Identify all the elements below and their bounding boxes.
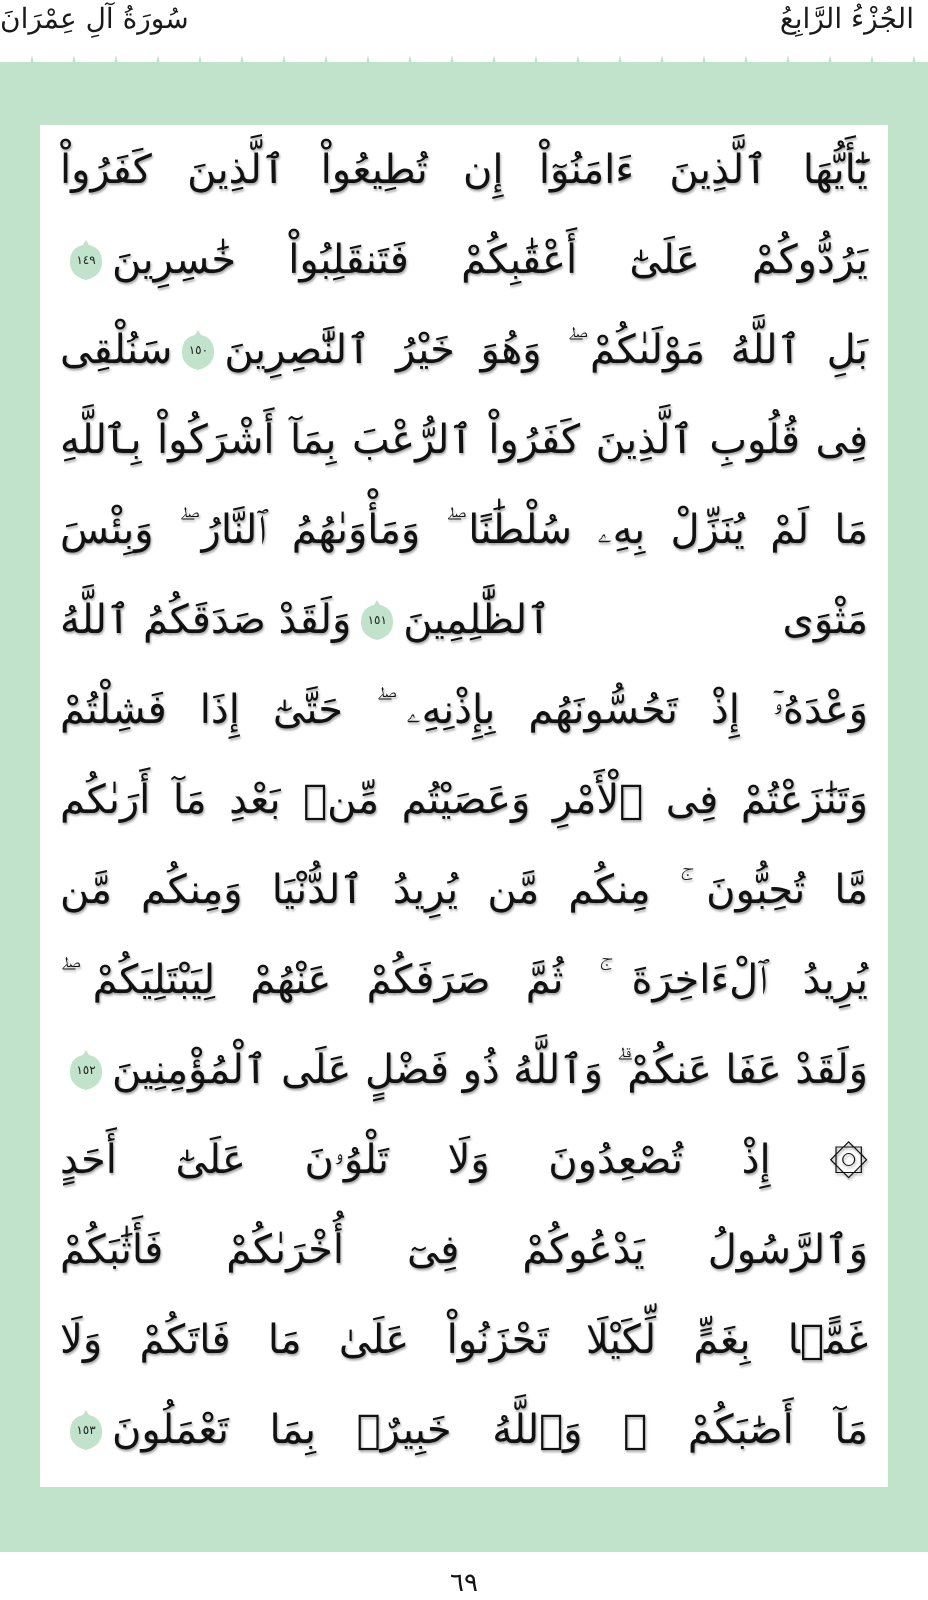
ayah-number-marker: ١٥١ xyxy=(359,598,395,642)
page-header xyxy=(0,0,928,60)
ayah-number-marker: ١٥٠ xyxy=(180,328,216,372)
line-text: يَرُدُّوكُمْ عَلَىٰٓ أَعْقَٰبِكُمْ فَتَنقَلِبُواْ خَٰسِرِينَ xyxy=(112,237,868,283)
line-text: وَٱلرَّسُولُ يَدْعُوكُمْ فِىٓ أُخْرَىٰكُمْ فَأَثَٰبَكُمْ xyxy=(60,1227,868,1273)
line-text: يَٰٓأَيُّهَا ٱلَّذِينَ ءَامَنُوٓاْ إِن تُطِيعُواْ ٱلَّذِينَ كَفَرُواْ xyxy=(60,147,868,193)
ayah-number-marker: ١٥٣ xyxy=(68,1408,104,1452)
verse-line-5 xyxy=(60,485,868,575)
page-number: ٦٩ xyxy=(450,1568,478,1598)
verse-line-12 xyxy=(60,1115,868,1205)
line-text: بَلِ ٱللَّهُ مَوْلَىٰكُمْ ۖ وَهُوَ خَيْرُ ٱلنَّٰصِرِينَ xyxy=(224,327,868,373)
verse-line-7 xyxy=(60,665,868,755)
verse-line-4 xyxy=(60,395,868,485)
line-text: وَعْدَهُۥٓ إِذْ تَحُسُّونَهُم بِإِذْنِهِۦ ۖ حَتَّىٰٓ إِذَا فَشِلْتُمْ xyxy=(60,687,868,733)
verse-line-14 xyxy=(60,1295,868,1385)
ayah-number-marker: ١٥٢ xyxy=(68,1048,104,1092)
scallop-border-top xyxy=(0,55,928,77)
line-text: يُرِيدُ ٱلْءَاخِرَةَ ۚ ثُمَّ صَرَفَكُمْ عَنْهُمْ لِيَبْتَلِيَكُمْ ۖ xyxy=(60,957,868,1003)
verse-line-11 xyxy=(60,1025,868,1115)
verse-line-3 xyxy=(60,305,868,395)
line-text: فِى قُلُوبِ ٱلَّذِينَ كَفَرُواْ ٱلرُّعْبَ بِمَآ أَشْرَكُواْ بِٱللَّهِ xyxy=(60,417,868,463)
verse-line-13 xyxy=(60,1205,868,1295)
text-panel xyxy=(40,125,888,1487)
line-text: مَآ أَصَٰبَكُمْ ۗ وَٱللَّهُ خَبِيرٌۢ بِمَا تَعْمَلُونَ xyxy=(112,1407,868,1453)
line-text-after: وَلَقَدْ صَدَقَكُمُ ٱللَّهُ xyxy=(60,597,352,643)
verse-line-6 xyxy=(60,575,868,665)
line-text: غَمًّۢا بِغَمٍّ لِّكَيْلَا تَحْزَنُواْ عَلَىٰ مَا فَاتَكُمْ وَلَا xyxy=(60,1317,868,1363)
line-text: وَتَنَٰزَعْتُمْ فِى ٱلْأَمْرِ وَعَصَيْتُم مِّنۢ بَعْدِ مَآ أَرَىٰكُم xyxy=(60,777,868,823)
verse-line-9 xyxy=(60,845,868,935)
line-text-after: سَنُلْقِى xyxy=(60,327,173,373)
line-text: ۞ إِذْ تُصْعِدُونَ وَلَا تَلْوُۥنَ عَلَىٰٓ أَحَدٍ xyxy=(60,1137,868,1183)
verse-line-2 xyxy=(60,215,868,305)
line-text: وَلَقَدْ عَفَا عَنكُمْ ۗ وَٱللَّهُ ذُو فَضْلٍ عَلَى ٱلْمُؤْمِنِينَ xyxy=(112,1047,868,1093)
verse-line-15 xyxy=(60,1385,868,1475)
verse-lines xyxy=(40,125,888,1487)
juz-title: الجُزْءُ الرَّابِعُ xyxy=(779,2,914,35)
verse-line-10 xyxy=(60,935,868,1025)
line-text: مَا لَمْ يُنَزِّلْ بِهِۦ سُلْطَٰنًا ۖ وَمَأْوَىٰهُمُ ٱلنَّارُ ۖ وَبِئْسَ xyxy=(60,507,868,553)
ayah-number-marker: ١٤٩ xyxy=(68,238,104,282)
line-text: مَّا تُحِبُّونَ ۚ مِنكُم مَّن يُرِيدُ ٱلدُّنْيَا وَمِنكُم مَّن xyxy=(60,867,868,913)
verse-line-8 xyxy=(60,755,868,845)
scallop-border-bottom xyxy=(0,1530,928,1552)
surah-title: سُورَةُ آلِ عِمْرَانَ xyxy=(0,2,189,35)
line-text: مَثْوَى ٱلظَّٰلِمِينَ xyxy=(403,597,868,643)
verse-line-1 xyxy=(60,125,868,215)
